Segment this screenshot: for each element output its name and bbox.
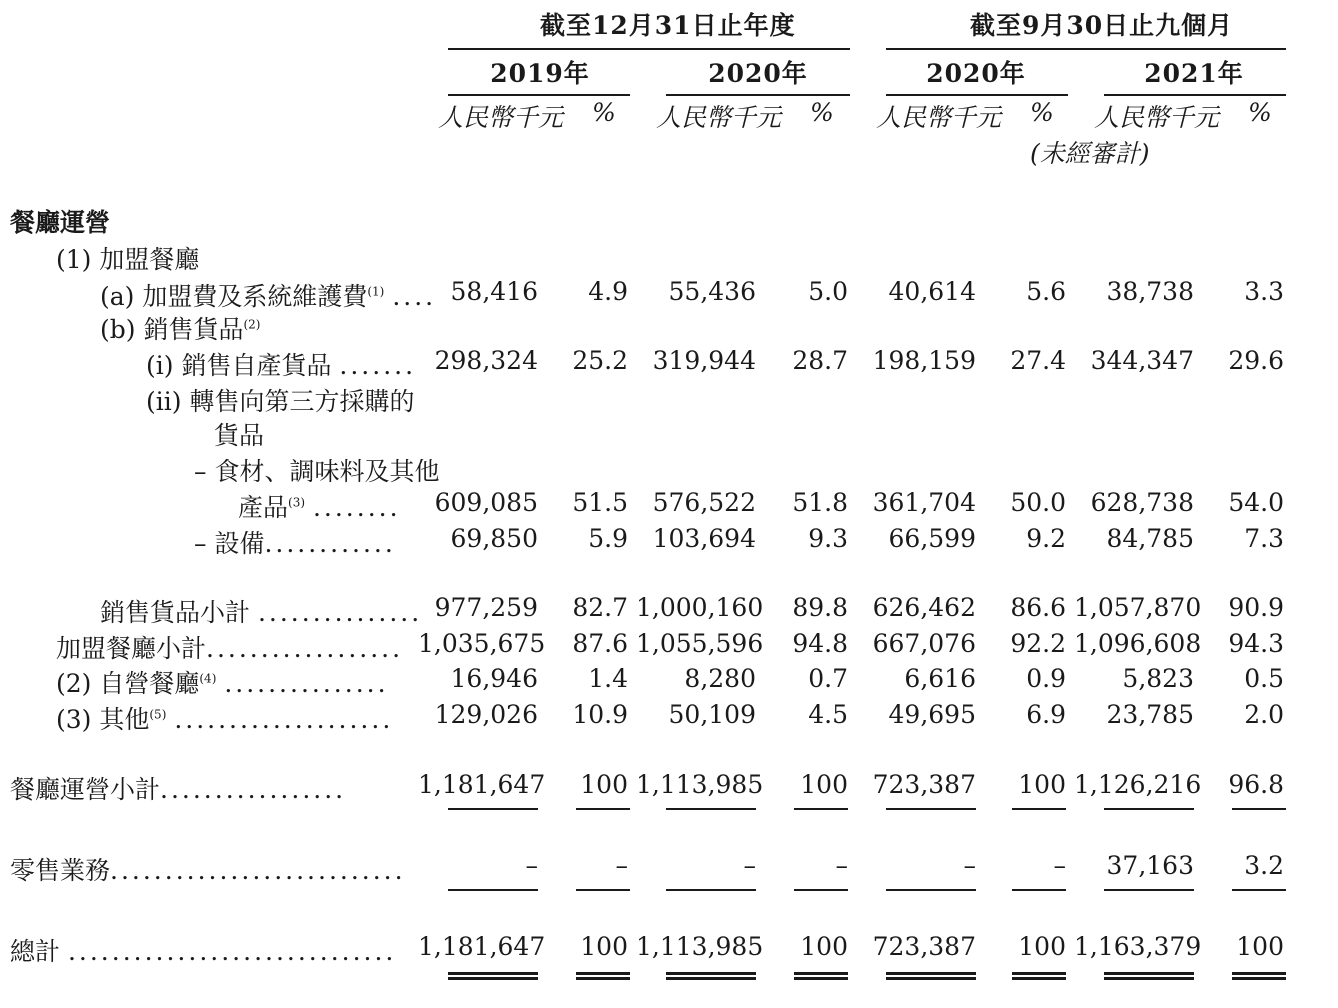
- row-label: (2) 自營餐廳$^{(4)}$ ...............: [56, 669, 389, 698]
- table-cell: 16,946: [450, 664, 538, 693]
- table-cell: 25.2: [572, 346, 628, 375]
- table-cell: 319,944: [652, 346, 756, 375]
- table-cell: 1,055,596: [636, 629, 764, 658]
- row-label: (1) 加盟餐廳: [56, 245, 200, 274]
- unit-pct-2021-9m: %: [1248, 98, 1272, 127]
- table-cell: 1,035,675: [418, 629, 546, 658]
- table-cell: 1,181,647: [418, 932, 546, 961]
- retail-rule: [576, 889, 630, 891]
- table-cell: –: [525, 851, 538, 880]
- table-cell: 9.3: [808, 524, 848, 553]
- row-label: (3) 其他$^{(5)}$ ....................: [56, 705, 394, 734]
- unit-pct-2020: %: [810, 98, 834, 127]
- retail-rule: [794, 889, 848, 891]
- table-cell: 100: [580, 932, 628, 961]
- header-rule-2019: [448, 94, 630, 96]
- retail-rule: [1232, 889, 1286, 891]
- table-cell: 723,387: [872, 932, 976, 961]
- table-cell: 667,076: [872, 629, 976, 658]
- table-cell: 977,259: [434, 593, 538, 622]
- subtotal-rule: [666, 808, 756, 810]
- unit-rmb-2020: 人民幣千元: [656, 103, 782, 132]
- table-cell: –: [615, 851, 628, 880]
- table-cell: 86.6: [1010, 593, 1066, 622]
- total-double-rule: [794, 972, 848, 980]
- row-label: 餐廳運營小計.................: [10, 775, 347, 804]
- table-cell: 100: [1018, 932, 1066, 961]
- table-cell: 69,850: [450, 524, 538, 553]
- header-rule-group2: [886, 48, 1286, 50]
- table-cell: 100: [1018, 770, 1066, 799]
- table-cell: 1,057,870: [1074, 593, 1202, 622]
- table-cell: 5,823: [1122, 664, 1194, 693]
- total-double-rule: [576, 972, 630, 980]
- table-cell: 28.7: [792, 346, 848, 375]
- unit-pct-2020-9m: %: [1030, 98, 1054, 127]
- row-label: 產品$^{(3)}$ ........: [238, 493, 401, 522]
- table-cell: 103,694: [652, 524, 756, 553]
- retail-rule: [886, 889, 976, 891]
- total-double-rule: [1104, 972, 1194, 980]
- retail-rule: [1012, 889, 1066, 891]
- table-cell: 89.8: [792, 593, 848, 622]
- unit-rmb-2021-9m: 人民幣千元: [1094, 103, 1220, 132]
- header-group-year-ended: 截至12月31日止年度: [540, 11, 796, 40]
- table-cell: 50,109: [668, 700, 756, 729]
- total-double-rule: [1232, 972, 1286, 980]
- header-rule-group1: [448, 48, 850, 50]
- table-cell: 3.2: [1244, 851, 1284, 880]
- table-cell: 9.2: [1026, 524, 1066, 553]
- row-label: (a) 加盟費及系統維護費$^{(1)}$ ....: [100, 282, 437, 311]
- total-double-rule: [666, 972, 756, 980]
- table-cell: 1,000,160: [636, 593, 764, 622]
- table-cell: 7.3: [1244, 524, 1284, 553]
- retail-rule: [666, 889, 756, 891]
- header-rule-2021-9m: [1104, 94, 1286, 96]
- table-cell: 54.0: [1228, 488, 1284, 517]
- unit-pct-2019: %: [592, 98, 616, 127]
- table-cell: 0.5: [1244, 664, 1284, 693]
- table-cell: 1,126,216: [1074, 770, 1202, 799]
- unaudited-note: (未經審計): [1030, 139, 1150, 168]
- total-double-rule: [448, 972, 538, 980]
- table-cell: 37,163: [1106, 851, 1194, 880]
- header-group-nine-months: 截至9月30日止九個月: [970, 11, 1234, 40]
- row-label: (b) 銷售貨品$^{(2)}$: [100, 315, 261, 344]
- table-cell: 344,347: [1090, 346, 1194, 375]
- table-cell: 51.5: [572, 488, 628, 517]
- row-label: 餐廳運營: [10, 208, 111, 237]
- table-cell: 5.6: [1026, 277, 1066, 306]
- table-cell: 576,522: [652, 488, 756, 517]
- table-cell: 198,159: [872, 346, 976, 375]
- table-cell: –: [963, 851, 976, 880]
- table-cell: 5.9: [588, 524, 628, 553]
- table-cell: 100: [1236, 932, 1284, 961]
- table-cell: 6.9: [1026, 700, 1066, 729]
- table-cell: 23,785: [1106, 700, 1194, 729]
- table-cell: 3.3: [1244, 277, 1284, 306]
- table-cell: –: [1053, 851, 1066, 880]
- table-cell: 87.6: [572, 629, 628, 658]
- subtotal-rule: [576, 808, 630, 810]
- table-cell: 82.7: [572, 593, 628, 622]
- table-cell: 94.8: [792, 629, 848, 658]
- table-cell: 361,704: [872, 488, 976, 517]
- table-cell: 609,085: [434, 488, 538, 517]
- retail-rule: [1104, 889, 1194, 891]
- table-cell: 723,387: [872, 770, 976, 799]
- table-cell: 51.8: [792, 488, 848, 517]
- table-cell: 1.4: [588, 664, 628, 693]
- table-cell: 10.9: [572, 700, 628, 729]
- row-label: (ii) 轉售向第三方採購的: [146, 387, 415, 416]
- table-cell: –: [743, 851, 756, 880]
- row-label: 零售業務...........................: [10, 856, 406, 885]
- subtotal-rule: [1104, 808, 1194, 810]
- header-year-2019: 2019年: [490, 59, 590, 88]
- table-cell: 96.8: [1228, 770, 1284, 799]
- table-cell: 100: [580, 770, 628, 799]
- row-label: – 食材、調味料及其他: [194, 457, 440, 486]
- table-cell: 58,416: [450, 277, 538, 306]
- table-cell: 49,695: [888, 700, 976, 729]
- table-cell: 4.5: [808, 700, 848, 729]
- header-rule-2020: [666, 94, 850, 96]
- subtotal-rule: [794, 808, 848, 810]
- table-cell: 92.2: [1010, 629, 1066, 658]
- header-year-2020-9m: 2020年: [926, 59, 1026, 88]
- table-cell: 626,462: [872, 593, 976, 622]
- table-cell: 1,163,379: [1074, 932, 1202, 961]
- table-cell: 38,738: [1106, 277, 1194, 306]
- header-year-2021-9m: 2021年: [1144, 59, 1244, 88]
- table-cell: 55,436: [668, 277, 756, 306]
- table-cell: 6,616: [904, 664, 976, 693]
- table-cell: 27.4: [1010, 346, 1066, 375]
- row-label: – 設備............: [194, 529, 396, 558]
- table-cell: 2.0: [1244, 700, 1284, 729]
- table-cell: 8,280: [684, 664, 756, 693]
- row-label: 加盟餐廳小計..................: [56, 634, 404, 663]
- row-label: 貨品: [214, 421, 265, 450]
- subtotal-rule: [1232, 808, 1286, 810]
- table-cell: 5.0: [808, 277, 848, 306]
- row-label: 銷售貨品小計 ...............: [100, 598, 423, 627]
- table-cell: 1,113,985: [636, 770, 764, 799]
- total-double-rule: [886, 972, 976, 980]
- table-cell: 1,113,985: [636, 932, 764, 961]
- total-double-rule: [1012, 972, 1066, 980]
- row-label: 總計 ..............................: [10, 937, 397, 966]
- subtotal-rule: [1012, 808, 1066, 810]
- table-cell: 0.9: [1026, 664, 1066, 693]
- table-cell: 50.0: [1010, 488, 1066, 517]
- header-year-2020: 2020年: [708, 59, 808, 88]
- table-cell: 100: [800, 932, 848, 961]
- table-cell: 628,738: [1090, 488, 1194, 517]
- table-cell: 29.6: [1228, 346, 1284, 375]
- table-cell: 84,785: [1106, 524, 1194, 553]
- table-cell: 1,181,647: [418, 770, 546, 799]
- row-label: (i) 銷售自產貨品 .......: [146, 351, 417, 380]
- table-cell: 90.9: [1228, 593, 1284, 622]
- table-cell: 1,096,608: [1074, 629, 1202, 658]
- unit-rmb-2020-9m: 人民幣千元: [876, 103, 1002, 132]
- table-cell: 40,614: [888, 277, 976, 306]
- table-cell: 100: [800, 770, 848, 799]
- table-cell: 94.3: [1228, 629, 1284, 658]
- subtotal-rule: [886, 808, 976, 810]
- unit-rmb-2019: 人民幣千元: [438, 103, 564, 132]
- header-rule-2020-9m: [886, 94, 1068, 96]
- table-cell: 66,599: [888, 524, 976, 553]
- table-cell: –: [835, 851, 848, 880]
- retail-rule: [448, 889, 538, 891]
- table-cell: 298,324: [434, 346, 538, 375]
- table-cell: 129,026: [434, 700, 538, 729]
- table-cell: 4.9: [588, 277, 628, 306]
- table-cell: 0.7: [808, 664, 848, 693]
- subtotal-rule: [448, 808, 538, 810]
